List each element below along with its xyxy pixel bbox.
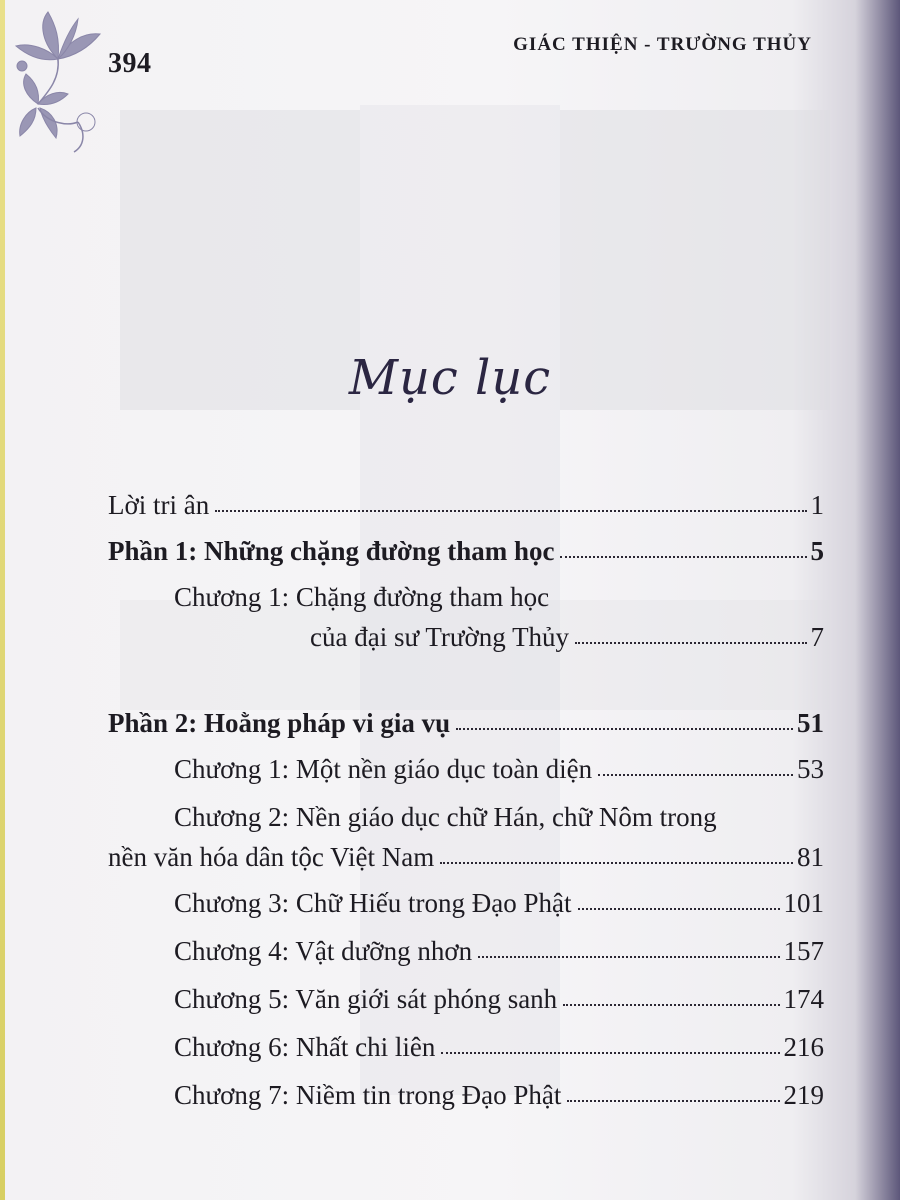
dot-leader: [456, 728, 793, 730]
toc-entry-page: 219: [783, 1080, 824, 1110]
toc-entry-page: 7: [810, 622, 824, 652]
table-of-contents: [108, 490, 824, 1120]
dot-leader: [598, 774, 793, 776]
dot-leader: [575, 642, 806, 644]
toc-part-entry: [108, 708, 824, 748]
toc-entry-label-cont: của đại sư Trường Thủy: [310, 622, 570, 652]
dot-leader: [563, 1004, 779, 1006]
lotus-ornament: [8, 4, 108, 154]
dot-leader: [578, 908, 780, 910]
toc-entry-label: Phần 1: Những chặng đường tham học: [108, 536, 555, 566]
toc-entry-continuation: [108, 842, 824, 882]
page-title: Mục lục: [348, 350, 552, 406]
toc-chapter-entry: [108, 582, 824, 662]
toc-entry-label: Chương 2: Nền giáo dục chữ Hán, chữ Nôm trong: [174, 802, 717, 832]
toc-entry-page: 53: [797, 754, 824, 784]
dot-leader: [440, 862, 793, 864]
toc-entry-page: 51: [797, 708, 824, 738]
toc-entry-label: Chương 5: Văn giới sát phóng sanh: [174, 984, 558, 1014]
toc-entry-page: 174: [783, 984, 824, 1014]
dot-leader: [441, 1052, 779, 1054]
toc-chapter-entry: [108, 888, 824, 928]
toc-entry-label: Lời tri ân: [108, 490, 210, 520]
toc-entry-label: Chương 6: Nhất chi liên: [174, 1032, 436, 1062]
toc-entry-page: 1: [810, 490, 824, 520]
dot-leader: [215, 510, 806, 512]
toc-entry-label: Chương 1: Một nền giáo dục toàn diện: [174, 754, 593, 784]
toc-part-entry: [108, 536, 824, 576]
page-number: 394: [108, 48, 152, 79]
toc-entry-label: Chương 1: Chặng đường tham học: [174, 582, 550, 612]
toc-chapter-entry: [108, 1032, 824, 1072]
dot-leader: [560, 556, 806, 558]
toc-entry: [108, 490, 824, 530]
toc-entry-continuation: [174, 622, 824, 662]
dot-leader: [567, 1100, 779, 1102]
toc-entry-label: Chương 3: Chữ Hiếu trong Đạo Phật: [174, 888, 572, 918]
toc-entry-page: 5: [810, 536, 824, 566]
toc-entry-label: Chương 4: Vật dưỡng nhơn: [174, 936, 473, 966]
toc-entry-label: Phần 2: Hoằng pháp vi gia vụ: [108, 708, 451, 738]
toc-chapter-entry: [108, 936, 824, 976]
toc-chapter-entry: [108, 1080, 824, 1120]
toc-entry-page: 81: [797, 842, 824, 872]
running-title: GIÁC THIỆN - TRƯỜNG THỦY: [513, 34, 812, 55]
toc-chapter-entry: [108, 984, 824, 1024]
page-edge-strip: [0, 0, 5, 1200]
toc-chapter-entry: [108, 802, 824, 882]
toc-entry-label-cont: nền văn hóa dân tộc Việt Nam: [108, 842, 435, 872]
toc-entry-page: 157: [783, 936, 824, 966]
toc-entry-page: 101: [783, 888, 824, 918]
toc-entry-label: Chương 7: Niềm tin trong Đạo Phật: [174, 1080, 562, 1110]
dot-leader: [478, 956, 779, 958]
toc-entry-page: 216: [783, 1032, 824, 1062]
toc-chapter-entry: [108, 754, 824, 794]
